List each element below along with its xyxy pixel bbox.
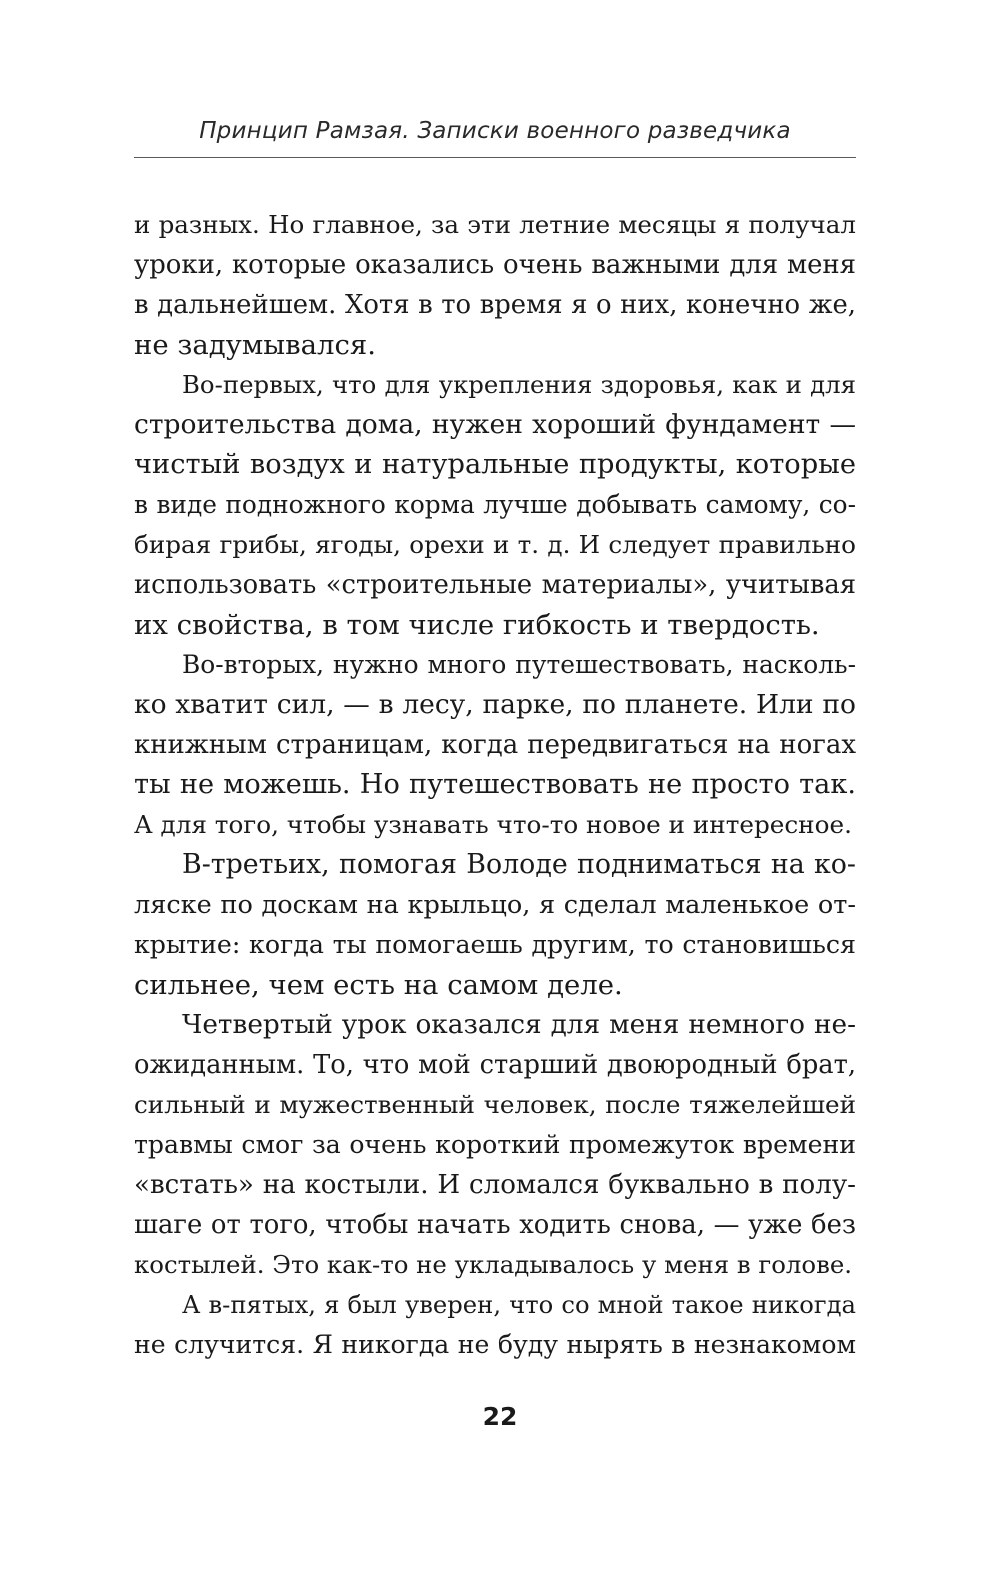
text-line: В-третьих, помогая Володе подниматься на ко-: [182, 849, 856, 880]
text-line: сильнее, чем есть на самом деле.: [134, 969, 623, 1001]
text-line: их свойства, в том числе гибкость и твердость.: [134, 609, 820, 641]
text-line: Во-вторых, нужно много путешествовать, насколь-: [182, 650, 856, 679]
text-line: не случится. Я никогда не буду нырять в незнакомом: [134, 1330, 856, 1359]
text-line: А для того, чтобы узнавать что-то новое и интересное.: [134, 810, 852, 839]
text-line: книжным страницам, когда передвигаться на ногах: [134, 730, 856, 760]
text-line: А в-пятых, я был уверен, что со мной такое никогда: [182, 1290, 856, 1319]
text-line: шаге от того, чтобы начать ходить снова, — уже без: [134, 1210, 856, 1240]
page-number: 22: [482, 1402, 518, 1431]
body-text: [134, 205, 856, 1365]
running-head: Принцип Рамзая. Записки военного разведчика: [199, 118, 791, 144]
text-line: уроки, которые оказались очень важными для меня: [134, 250, 856, 280]
text-line: ожиданным. То, что мой старший двоюродный брат,: [134, 1050, 856, 1080]
text-line: не задумывался.: [134, 329, 376, 361]
text-line: в дальнейшем. Хотя в то время я о них, конечно же,: [134, 290, 856, 320]
text-line: «встать» на костыли. И сломался буквально в полу-: [134, 1170, 856, 1200]
text-line: ко хватит сил, — в лесу, парке, по планете. Или по: [134, 689, 856, 720]
header-rule: [134, 157, 856, 158]
text-line: сильный и мужественный человек, после тяжелейшей: [134, 1090, 856, 1119]
text-line: костылей. Это как-то не укладывалось у меня в голове.: [134, 1250, 853, 1279]
text-line: травмы смог за очень короткий промежуток времени: [134, 1130, 856, 1159]
text-line: в виде подножного корма лучше добывать самому, со-: [134, 490, 856, 519]
text-line: чистый воздух и натуральные продукты, которые: [134, 449, 856, 480]
text-line: бирая грибы, ягоды, орехи и т. д. И следует правильно: [134, 530, 856, 559]
text-line: и разных. Но главное, за эти летние месяцы я получал: [134, 210, 856, 239]
text-line: строительства дома, нужен хороший фундамент —: [134, 409, 856, 440]
text-line: Четвертый урок оказался для меня немного не-: [182, 1010, 856, 1040]
text-line: использовать «строительные материалы», учитывая: [134, 570, 856, 600]
text-line: крытие: когда ты помогаешь другим, то становишься: [134, 930, 856, 959]
text-line: Во-первых, что для укрепления здоровья, как и для: [182, 370, 856, 399]
text-line: ты не можешь. Но путешествовать не просто так.: [134, 769, 856, 800]
text-line: ляске по доскам на крыльцо, я сделал маленькое от-: [134, 890, 856, 920]
